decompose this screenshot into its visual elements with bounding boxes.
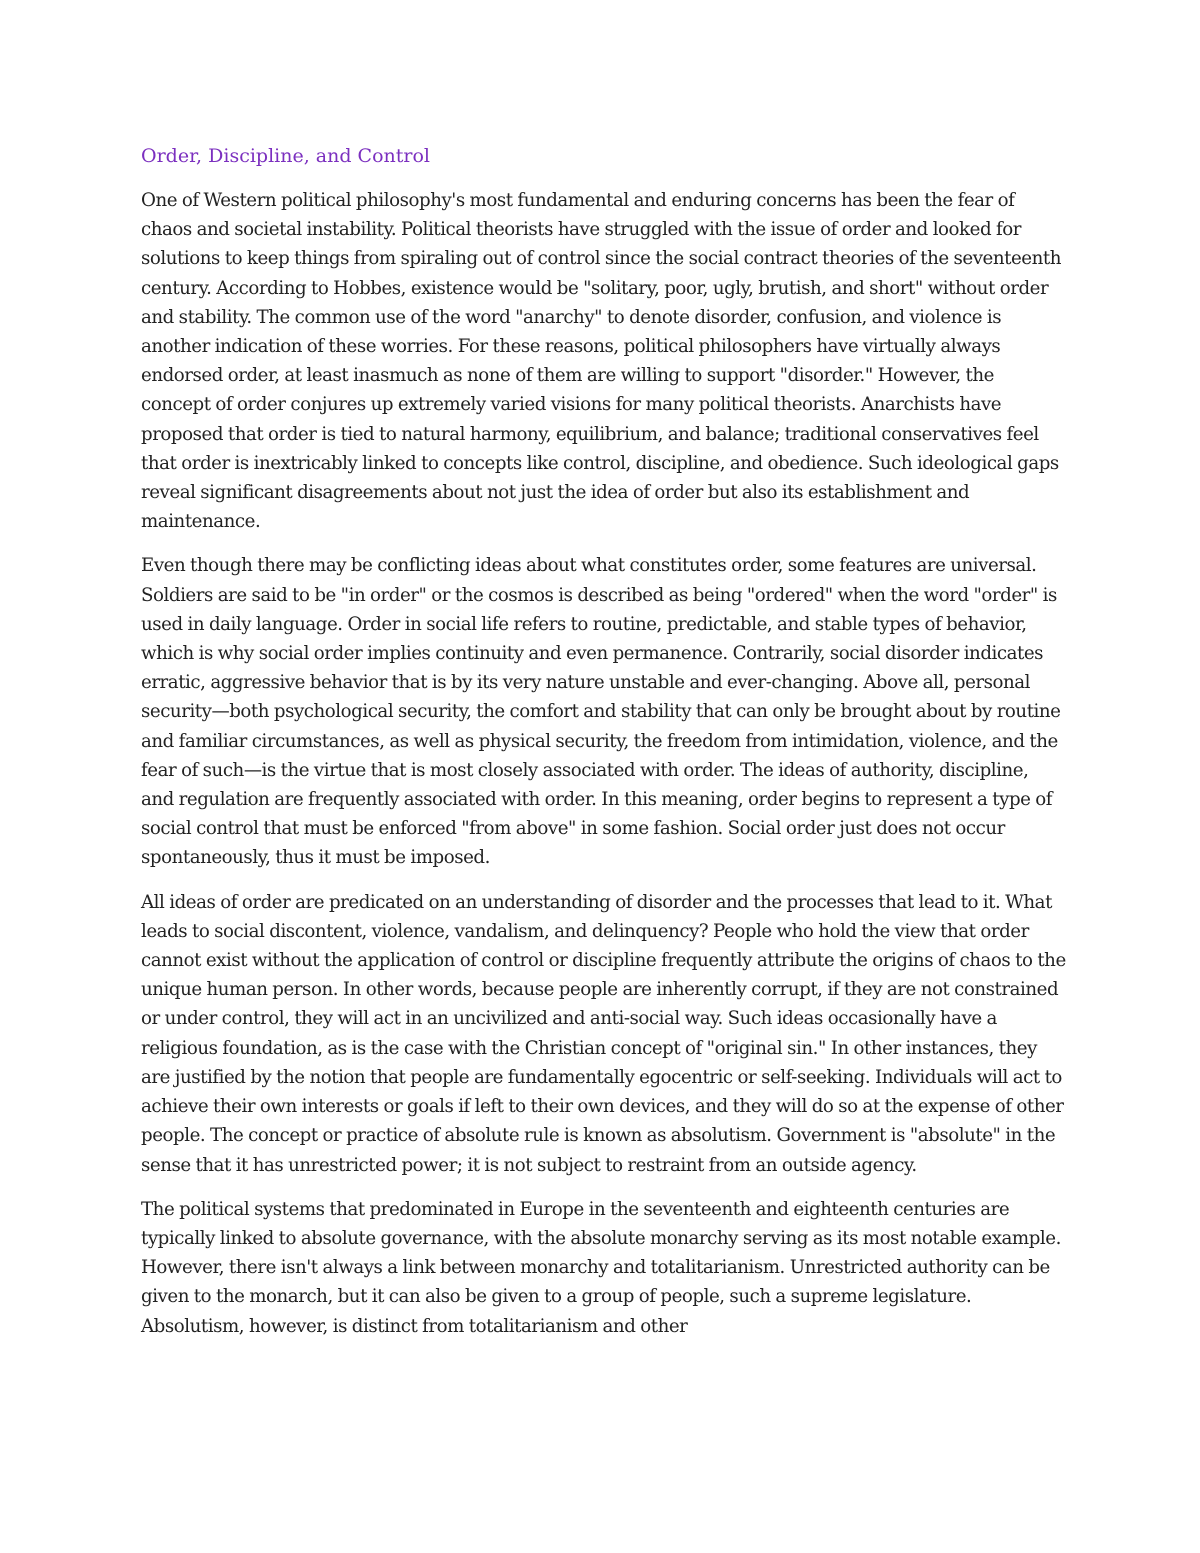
paragraph-3: All ideas of order are predicated on an understanding of disorder and the processes that lead to it. What leads to social discontent, violence, vandalism, and delinquency? People who hold the view that order cannot exist without the application of control or discipline frequently attribute the origins of chaos to the unique human person. In other words, because people are inherently corrupt, if they are not constrained or under control, they will act in an uncivilized and anti-social way. Such ideas occasionally have a religious foundation, as is the case with the Christian concept of "original sin." In other instances, they are justified by the notion that people are fundamentally egocentric or self-seeking. Individuals will act to achieve their own interests or goals if left to their own devices, and they will do so at the expense of other people. The concept or practice of absolute rule is known as absolutism. Government is "absolute" in the sense that it has unrestricted power; it is not subject to restraint from an outside agency. xyxy=(141,891,1066,1176)
paragraph-4: The political systems that predominated in Europe in the seventeenth and eighteenth centuries are typically linked to absolute governance, with the absolute monarchy serving as its most notable example. However, there isn't always a link between monarchy and totalitarianism. Unrestricted authority can be given to the monarch, but it can also be given to a group of people, such a supreme legislature. Absolutism, however, is distinct from totalitarianism and other xyxy=(141,1198,1061,1337)
paragraph-2: Even though there may be conflicting ideas about what constitutes order, some features are universal. Soldiers are said to be "in order" or the cosmos is described as being "ordered" when the word "order" is used in daily language. Order in social life refers to routine, predictable, and stable types of behavior, which is why social order implies continuity and even permanence. Contrarily, social disorder indicates erratic, aggressive behavior that is by its very nature unstable and ever-changing. Above all, personal security—both psychological security, the comfort and stability that can only be brought about by routine and familiar circumstances, as well as physical security, the freedom from intimidation, violence, and the fear of such—is the virtue that is most closely associated with order. The ideas of authority, discipline, and regulation are frequently associated with order. In this meaning, order begins to represent a type of social control that must be enforced "from above" in some fashion. Social order just does not occur spontaneously, thus it must be imposed. xyxy=(141,555,1061,869)
document-body xyxy=(141,140,1066,1356)
paragraph-1: One of Western political philosophy's most fundamental and enduring concerns has been the fear of chaos and societal instability. Political theorists have struggled with the issue of order and looked for solutions to keep things from spiraling out of control since the social contract theories of the seventeenth century. According to Hobbes, existence would be "solitary, poor, ugly, brutish, and short" without order and stability. The common use of the word "anarchy" to denote disorder, confusion, and violence is another indication of these worries. For these reasons, political philosophers have virtually always endorsed order, at least inasmuch as none of them are willing to support "disorder." However, the concept of order conjures up extremely varied visions for many political theorists. Anarchists have proposed that order is tied to natural harmony, equilibrium, and balance; traditional conservatives feel that order is inextricably linked to concepts like control, discipline, and obedience. Such ideological gaps reveal significant disagreements about not just the idea of order but also its establishment and maintenance. xyxy=(141,190,1061,533)
document-title: Order, Discipline, and Control xyxy=(141,145,431,167)
